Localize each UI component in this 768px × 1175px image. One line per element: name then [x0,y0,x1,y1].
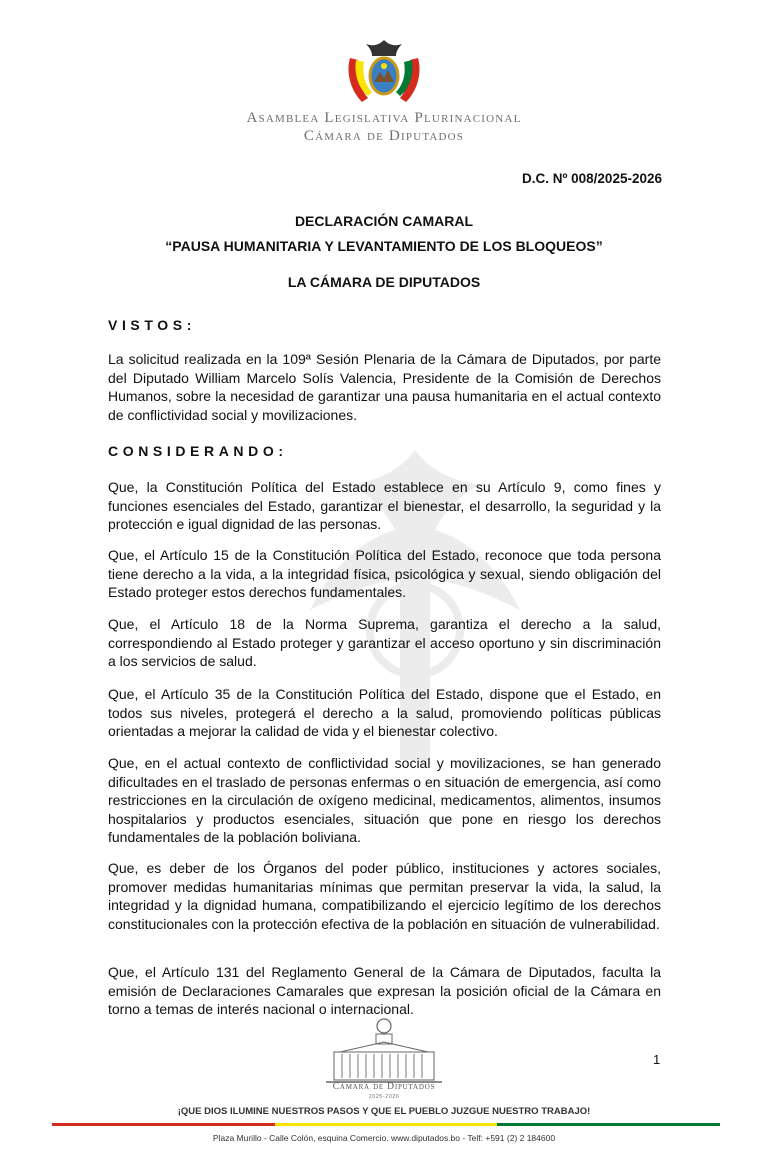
page-number: 1 [653,1052,661,1067]
flag-yellow-band [275,1123,498,1126]
considerando-paragraph-3: Que, el Artículo 18 de la Norma Suprema, garantiza el derecho a la salud, correspondiendo al Estado proteger y garantizar el acceso oportuno y sin discriminación a los servicios de salud. [108,616,661,670]
chamber-heading: LA CÁMARA DE DIPUTADOS [287,274,481,290]
institution-line-1: Asamblea Legislativa Plurinacional [246,110,522,126]
considerando-heading: CONSIDERANDO: [108,443,288,459]
institution-line-2: Cámara de Diputados [303,128,465,144]
vistos-paragraph: La solicitud realizada en la 109ª Sesión Plenaria de la Cámara de Diputados, por parte del Diputado William Marcelo Solís Valencia, Presidente de la Comisión de Derechos Humanos, sobre la necesidad de garantizar una pausa humanitaria en el actual contexto de conflictividad social y movilizaciones. [108,351,661,423]
footer-chamber-label: Cámara de Diputados [332,1082,436,1092]
considerando-paragraph-1: Que, la Constitución Política del Estado establece en su Artículo 9, como fines y funciones esenciales del Estado, garantizar el bienestar, el desarrollo, la seguridad y la protección e igual dignidad de las personas. [108,479,661,533]
flag-color-line [52,1123,720,1126]
flag-green-band [497,1123,720,1126]
footer-years: 2025-2026 [368,1094,400,1100]
declaration-title: DECLARACIÓN CAMARAL [294,213,474,229]
considerando-paragraph-4: Que, el Artículo 35 de la Constitución Política del Estado, dispone que el Estado, en todos sus niveles, protegerá el derecho a la salud, promoviendo políticas públicas orientadas a mejorar la calidad de vida y el bienestar colectivo. [108,686,661,740]
declaration-subtitle: “PAUSA HUMANITARIA Y LEVANTAMIENTO DE LOS BLOQUEOS” [165,238,603,254]
footer-motto: ¡QUE DIOS ILUMINE NUESTROS PASOS Y QUE EL PUEBLO JUZGUE NUESTRO TRABAJO! [177,1106,591,1117]
considerando-paragraph-5: Que, en el actual contexto de conflictividad social y movilizaciones, se han generado dificultades en el traslado de personas enfermas o en situación de emergencia, así como restricciones en la circulación de oxígeno medicinal, medicamentos, alimentos, insumos hospitalarios y productos esenciales, situación que pone en riesgo los derechos fundamentales de la población boliviana. [108,755,661,846]
flag-red-band [52,1123,275,1126]
considerando-paragraph-7: Que, el Artículo 131 del Reglamento General de la Cámara de Diputados, faculta la emisión de Declaraciones Camarales que expresan la posición oficial de la Cámara en torno a temas de interés nacional o internacional. [108,964,661,1018]
footer-address: Plaza Murillo - Calle Colón, esquina Comercio. www.diputados.bo - Telf: +591 (2) 2 184600 [212,1133,556,1143]
considerando-paragraph-6: Que, es deber de los Órganos del poder público, instituciones y actores sociales, promover medidas humanitarias mínimas que permitan preservar la vida, la salud, la integridad y la dignidad humana, compatibilizando el ejercicio legítimo de los derechos constitucionales con la protección efectiva de la población en situación de vulnerabilidad. [108,860,661,932]
considerando-paragraph-2: Que, el Artículo 15 de la Constitución Política del Estado, reconoce que toda persona tiene derecho a la vida, a la integridad física, psicológica y sexual, siendo obligación del Estado proteger estos derechos fundamentales. [108,547,661,601]
bolivia-coat-of-arms-icon [344,38,424,106]
document-number: D.C. Nº 008/2025-2026 [521,171,662,186]
legislative-palace-icon [320,1016,448,1086]
vistos-heading: VISTOS: [108,317,196,333]
